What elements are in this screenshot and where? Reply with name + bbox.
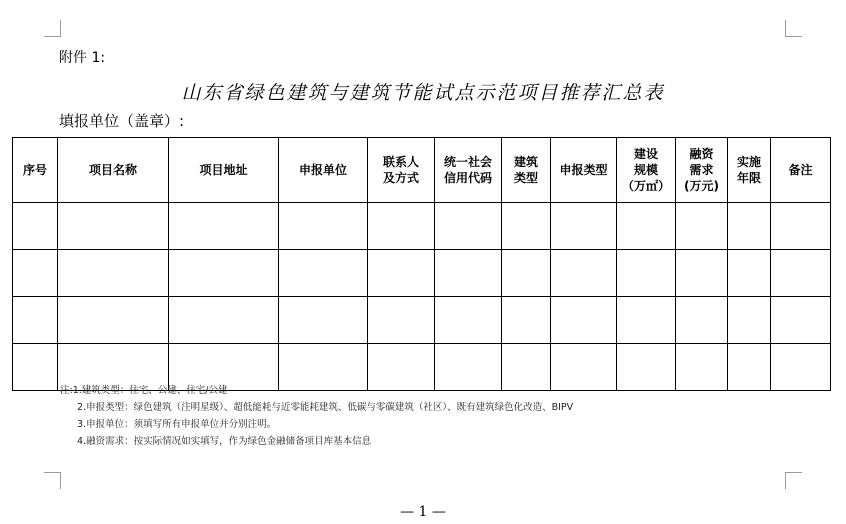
page-number: — 1 — xyxy=(400,504,446,520)
note-applicant: 3.申报单位：须填写所有申报单位并分别注明。 xyxy=(77,419,277,430)
table-header-row xyxy=(13,138,831,203)
table-cell[interactable] xyxy=(551,297,617,344)
table-cell[interactable] xyxy=(58,297,169,344)
table-cell[interactable] xyxy=(551,203,617,250)
crop-mark-bottom-left xyxy=(44,472,61,489)
table-row xyxy=(13,297,831,344)
column-header-project-name: 项目名称 xyxy=(58,138,169,203)
table-cell[interactable] xyxy=(617,344,676,391)
table-cell[interactable] xyxy=(13,344,58,391)
table-cell[interactable] xyxy=(676,344,728,391)
table-cell[interactable] xyxy=(771,250,831,297)
table-cell[interactable] xyxy=(502,203,551,250)
table-cell[interactable] xyxy=(13,203,58,250)
note-building-type: 注:1.建筑类型：住宅、公建、住宅/公建 xyxy=(60,385,228,396)
note-financing: 4.融资需求：按实际情况如实填写，作为绿色金融储备项目库基本信息 xyxy=(77,436,372,447)
note-application-type: 2.申报类型：绿色建筑（注明星级）、超低能耗与近零能耗建筑、低碳与零碳建筑（社区）、既有建筑绿色化改造、BIPV xyxy=(77,402,574,413)
column-header-period: 实施 年限 xyxy=(728,138,771,203)
table-cell[interactable] xyxy=(676,203,728,250)
column-header-project-address: 项目地址 xyxy=(169,138,279,203)
table-cell[interactable] xyxy=(13,297,58,344)
table-cell[interactable] xyxy=(771,203,831,250)
column-header-scale: 建设 规模 （万㎡） xyxy=(617,138,676,203)
table-cell[interactable] xyxy=(676,250,728,297)
column-header-remarks: 备注 xyxy=(771,138,831,203)
table-cell[interactable] xyxy=(435,203,502,250)
table-row xyxy=(13,250,831,297)
table-cell[interactable] xyxy=(676,297,728,344)
table-cell[interactable] xyxy=(771,297,831,344)
table-cell[interactable] xyxy=(728,250,771,297)
crop-mark-bottom-right xyxy=(785,472,802,489)
crop-mark-top-left xyxy=(44,20,61,37)
reporting-unit-label: 填报单位（盖章）: xyxy=(59,112,185,130)
table-cell[interactable] xyxy=(771,344,831,391)
table-cell[interactable] xyxy=(728,297,771,344)
table-cell[interactable] xyxy=(279,250,368,297)
table-cell[interactable] xyxy=(435,250,502,297)
column-header-applicant: 申报单位 xyxy=(279,138,368,203)
table-cell[interactable] xyxy=(502,297,551,344)
table-cell[interactable] xyxy=(368,297,435,344)
column-header-credit-code: 统一社会 信用代码 xyxy=(435,138,502,203)
table-cell[interactable] xyxy=(169,250,279,297)
table-cell[interactable] xyxy=(617,250,676,297)
table-cell[interactable] xyxy=(435,297,502,344)
table-cell[interactable] xyxy=(58,250,169,297)
table-cell[interactable] xyxy=(279,203,368,250)
attachment-label: 附件 1: xyxy=(59,50,106,66)
table-cell[interactable] xyxy=(279,297,368,344)
table-cell[interactable] xyxy=(617,297,676,344)
table-cell[interactable] xyxy=(728,344,771,391)
column-header-contact: 联系人 及方式 xyxy=(368,138,435,203)
table-cell[interactable] xyxy=(551,250,617,297)
table-cell[interactable] xyxy=(617,203,676,250)
table-cell[interactable] xyxy=(169,297,279,344)
table-cell[interactable] xyxy=(502,250,551,297)
table-cell[interactable] xyxy=(728,203,771,250)
column-header-financing: 融资 需求 (万元) xyxy=(676,138,728,203)
table-row xyxy=(13,203,831,250)
table-cell[interactable] xyxy=(169,203,279,250)
table-cell[interactable] xyxy=(58,203,169,250)
project-summary-table xyxy=(12,137,831,391)
column-header-index: 序号 xyxy=(13,138,58,203)
notes-section xyxy=(60,382,573,450)
table-cell[interactable] xyxy=(368,250,435,297)
table-cell[interactable] xyxy=(13,250,58,297)
column-header-application-type: 申报类型 xyxy=(551,138,617,203)
column-header-building-type: 建筑 类型 xyxy=(502,138,551,203)
table-cell[interactable] xyxy=(368,203,435,250)
crop-mark-top-right xyxy=(785,20,802,37)
document-title: 山东省绿色建筑与建筑节能试点示范项目推荐汇总表 xyxy=(181,82,665,104)
